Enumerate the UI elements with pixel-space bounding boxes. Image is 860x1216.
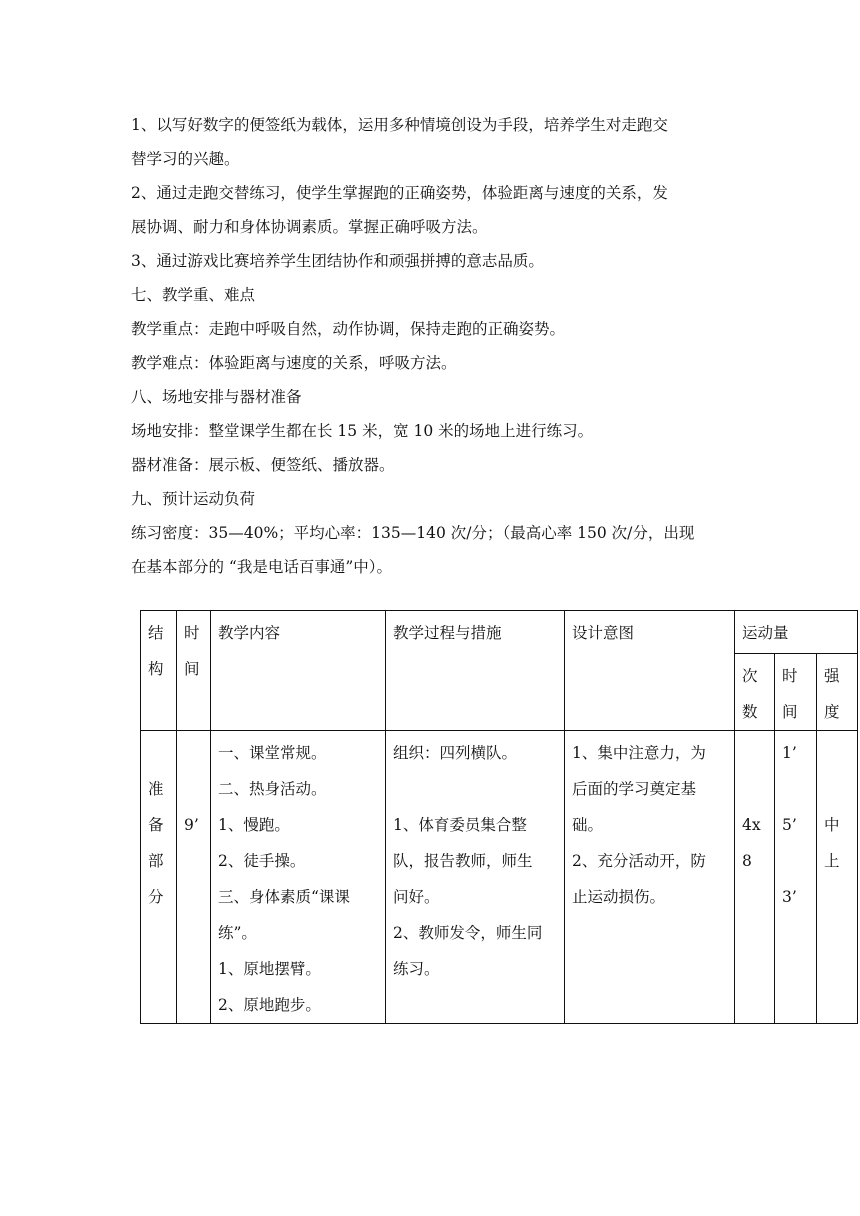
content-line: 练”。: [218, 924, 257, 942]
row-time: 9’: [177, 731, 211, 1024]
content-line: 三、身体素质“课课: [218, 888, 350, 906]
process-line: 组织：四列横队。: [393, 744, 518, 762]
intensity-char-1: 中: [824, 816, 840, 834]
body-text: [131, 108, 751, 584]
intent-line: 后面的学习奠定基: [572, 780, 697, 798]
header-time-char-2: 间: [184, 660, 200, 678]
content-line: 1、慢跑。: [218, 816, 290, 834]
venue-arrangement: 场地安排：整堂课学生都在长 15 米，宽 10 米的场地上进行练习。: [131, 422, 594, 440]
process-line: 2、教师发令，师生同: [393, 924, 543, 942]
process-line: 练习。: [393, 960, 440, 978]
table-row: [141, 731, 858, 1024]
header-count-char-1: 次: [742, 667, 758, 685]
header-intent: 设计意图: [565, 611, 735, 731]
difficult-point: 教学难点：体验距离与速度的关系，呼吸方法。: [131, 354, 457, 372]
intent-line: 止运动损伤。: [572, 888, 666, 906]
process-line: 问好。: [393, 888, 440, 906]
structure-char-1: 准: [148, 780, 164, 798]
lesson-plan-table-wrap: [140, 610, 858, 1024]
row-intent: [565, 731, 735, 1024]
lesson-plan-table: [140, 610, 858, 1024]
intensity-char-2: 上: [824, 852, 840, 870]
process-line: 队，报告教师，师生: [393, 852, 533, 870]
row-load-time: [775, 731, 817, 1024]
structure-char-2: 备: [148, 816, 164, 834]
row-count: [735, 731, 775, 1024]
header-content: 教学内容: [211, 611, 386, 731]
header-load-time: [775, 654, 817, 731]
goal-3-line-1: 3、通过游戏比赛培养学生团结协作和顽强拼搏的意志品质。: [131, 252, 544, 270]
goal-1-line-1: 1、以写好数字的便签纸为载体，运用多种情境创设为手段，培养学生对走跑交: [131, 116, 668, 134]
load-time-1: 1’: [782, 744, 797, 762]
row-content: [211, 731, 386, 1024]
header-row-1: [141, 611, 858, 654]
load-time-blank: [782, 843, 810, 879]
header-intensity-char-2: 度: [824, 703, 840, 721]
process-line-blank: [393, 771, 558, 807]
load-time-3: 3’: [782, 888, 797, 906]
header-load: 运动量: [735, 611, 858, 654]
row-structure: [141, 731, 177, 1024]
row-process: [386, 731, 565, 1024]
header-load-time-char-2: 间: [782, 703, 798, 721]
intent-line: 1、集中注意力，为: [572, 744, 706, 762]
content-line: 1、原地摆臂。: [218, 960, 321, 978]
key-point: 教学重点：走跑中呼吸自然，动作协调，保持走跑的正确姿势。: [131, 320, 566, 338]
load-line-1: 练习密度：35—40%；平均心率：135—140 次/分；（最高心率 150 次/分，出现: [131, 524, 695, 542]
header-structure-char-1: 结: [148, 624, 164, 642]
goal-2-line-1: 2、通过走跑交替练习，使学生掌握跑的正确姿势，体验距离与速度的关系，发: [131, 184, 668, 202]
header-load-intensity: [817, 654, 858, 731]
header-time-char-1: 时: [184, 624, 200, 642]
section-7-heading: 七、教学重、难点: [131, 286, 256, 304]
equipment-preparation: 器材准备：展示板、便签纸、播放器。: [131, 456, 395, 474]
header-structure: [141, 611, 177, 731]
load-time-2: 5’: [782, 816, 797, 834]
goal-1-line-2: 替学习的兴趣。: [131, 150, 240, 168]
intent-line: 础。: [572, 816, 604, 834]
structure-char-4: 分: [148, 888, 164, 906]
load-time-blank: [782, 771, 810, 807]
header-count-char-2: 数: [742, 703, 758, 721]
count-part-2: 8: [742, 852, 752, 870]
row-intensity: [817, 731, 858, 1024]
section-9-heading: 九、预计运动负荷: [131, 490, 256, 508]
load-line-2: 在基本部分的 “我是电话百事通”中）。: [131, 558, 393, 576]
content-line: 2、徒手操。: [218, 852, 306, 870]
header-load-time-char-1: 时: [782, 667, 798, 685]
section-8-heading: 八、场地安排与器材准备: [131, 388, 302, 406]
structure-char-3: 部: [148, 852, 164, 870]
content-line: 二、热身活动。: [218, 780, 327, 798]
content-line: 一、课堂常规。: [218, 744, 327, 762]
header-process: 教学过程与措施: [386, 611, 565, 731]
header-load-count: [735, 654, 775, 731]
header-intensity-char-1: 强: [824, 667, 840, 685]
count-part-1: 4x: [742, 816, 761, 834]
header-structure-char-2: 构: [148, 660, 164, 678]
intent-line: 2、充分活动开，防: [572, 852, 706, 870]
content-line: 2、原地跑步。: [218, 996, 321, 1014]
goal-2-line-2: 展协调、耐力和身体协调素质。掌握正确呼吸方法。: [131, 218, 488, 236]
process-line: 1、体育委员集合整: [393, 816, 527, 834]
header-time: [177, 611, 211, 731]
